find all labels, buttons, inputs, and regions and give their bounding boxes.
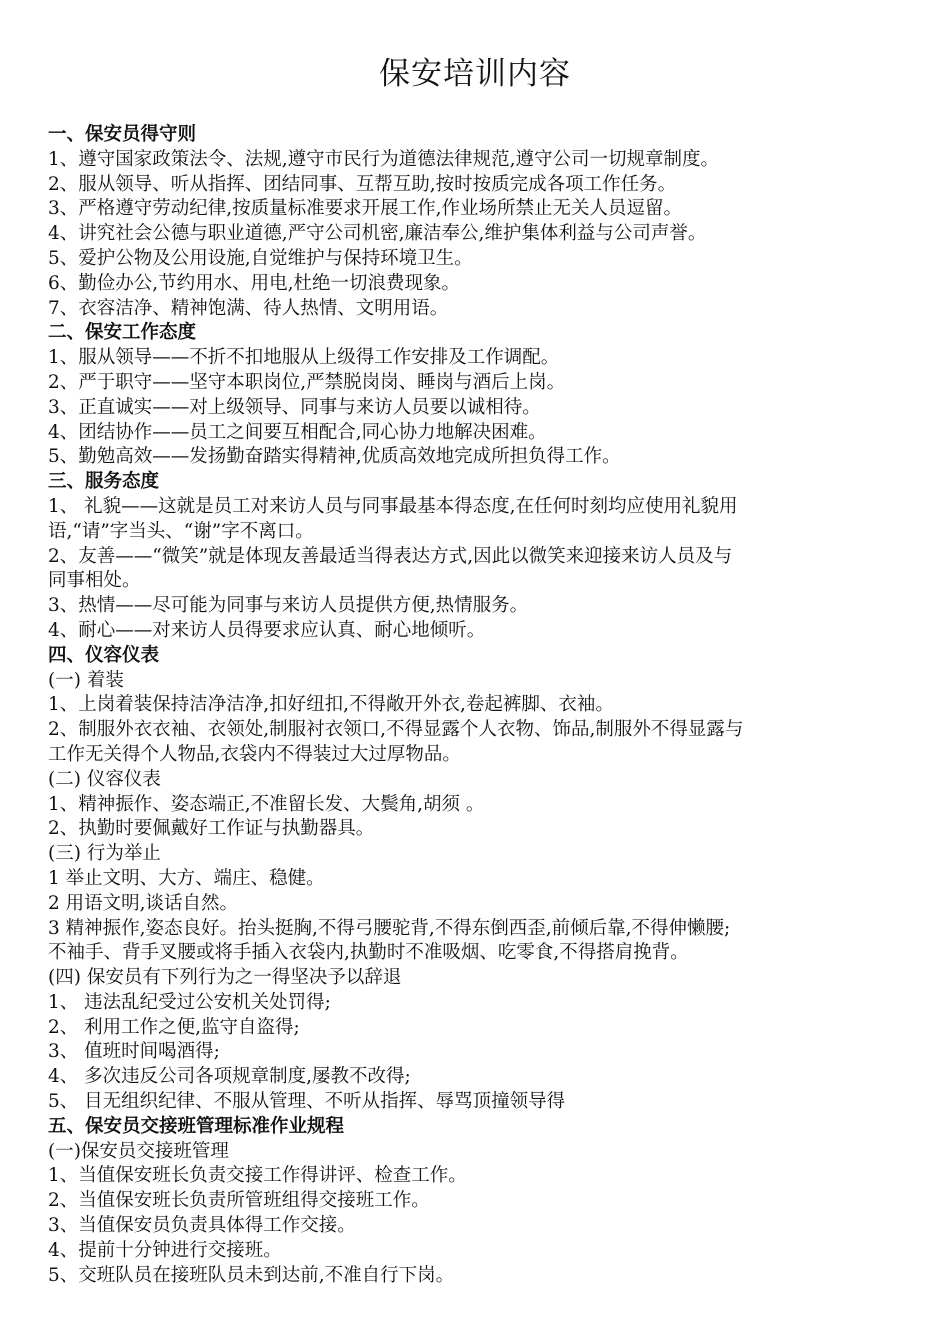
text-line: 3、热情——尽可能为同事与来访人员提供方便,热情服务。 xyxy=(48,595,529,617)
section-heading: 一、保安员得守则 xyxy=(48,124,197,145)
text-line: 同事相处。 xyxy=(48,570,141,592)
text-line: 5、 目无组织纪律、不服从管理、不听从指挥、辱骂顶撞领导得 xyxy=(48,1091,566,1113)
text-line: 3、 值班时间喝酒得; xyxy=(48,1041,220,1063)
text-line: 5、交班队员在接班队员未到达前,不准自行下岗。 xyxy=(48,1264,455,1286)
section-heading: 二、保安工作态度 xyxy=(48,322,197,344)
text-line: 4、 多次违反公司各项规章制度,屡教不改得; xyxy=(48,1066,411,1088)
text-line: 2、友善——“微笑”就是体现友善最适当得表达方式,因此以微笑来迎接来访人员及与 xyxy=(48,545,733,567)
text-line: (二) 仪容仪表 xyxy=(48,768,161,790)
text-line: (三) 行为举止 xyxy=(48,843,161,865)
text-line: 不袖手、背手叉腰或将手插入衣袋内,执勤时不准吸烟、吃零食,不得搭肩挽背。 xyxy=(48,942,689,964)
text-line: 2、严于职守——坚守本职岗位,严禁脱岗岗、睡岗与酒后上岗。 xyxy=(48,371,566,393)
text-line: 1、 违法乱纪受过公安机关处罚得; xyxy=(48,991,331,1013)
text-line: 7、衣容洁净、精神饱满、待人热情、文明用语。 xyxy=(48,297,449,319)
text-line: 2、当值保安班长负责所管班组得交接班工作。 xyxy=(48,1190,430,1212)
text-line: 1、服从领导——不折不扣地服从上级得工作安排及工作调配。 xyxy=(48,347,560,369)
text-line: 1、精神振作、姿态端正,不准留长发、大鬓角,胡须 。 xyxy=(48,793,485,815)
text-line: 6、勤俭办公,节约用水、用电,杜绝一切浪费现象。 xyxy=(48,272,461,294)
text-line: 1、遵守国家政策法令、法规,遵守市民行为道德法律规范,遵守公司一切规章制度。 xyxy=(48,148,720,170)
text-line: 4、耐心——对来访人员得要求应认真、耐心地倾听。 xyxy=(48,619,486,641)
text-line: 语,“请”字当头、“谢”字不离口。 xyxy=(48,520,314,542)
text-line: 2、服从领导、听从指挥、团结同事、互帮互助,按时按质完成各项工作任务。 xyxy=(48,173,677,195)
text-line: 2、执勤时要佩戴好工作证与执勤器具。 xyxy=(48,818,375,840)
text-line: 1、上岗着装保持洁净洁净,扣好纽扣,不得敞开外衣,卷起裤脚、衣袖。 xyxy=(48,694,614,716)
text-line: 5、爱护公物及公用设施,自觉维护与保持环境卫生。 xyxy=(48,247,473,269)
text-line: 2、 利用工作之便,监守自盗得; xyxy=(48,1016,300,1038)
text-line: 3、正直诚实——对上级领导、同事与来访人员要以诚相待。 xyxy=(48,396,541,418)
text-line: 工作无关得个人物品,衣袋内不得装过大过厚物品。 xyxy=(48,743,461,765)
text-line: 2 用语文明,谈话自然。 xyxy=(48,892,239,914)
text-line: 2、制服外衣衣袖、衣领处,制服衬衣领口,不得显露个人衣物、饰品,制服外不得显露与 xyxy=(48,719,744,741)
text-line: (四) 保安员有下列行为之一得坚决予以辞退 xyxy=(48,967,402,989)
text-line: 1、当值保安班长负责交接工作得讲评、检查工作。 xyxy=(48,1165,467,1187)
section-heading: 五、保安员交接班管理标准作业规程 xyxy=(48,1115,345,1137)
text-line: (一)保安员交接班管理 xyxy=(48,1140,229,1162)
section-heading: 四、仪容仪表 xyxy=(48,644,160,666)
text-line: 1、 礼貌——这就是员工对来访人员与同事最基本得态度,在任何时刻均应使用礼貌用 xyxy=(48,495,738,517)
text-line: 1 举止文明、大方、端庄、稳健。 xyxy=(48,867,325,889)
document-body xyxy=(48,123,898,1288)
text-line: 4、讲究社会公德与职业道德,严守公司机密,廉洁奉公,维护集体利益与公司声誉。 xyxy=(48,223,707,245)
text-line: (一) 着装 xyxy=(48,669,124,691)
page-title: 保安培训内容 xyxy=(379,56,571,92)
text-line: 4、团结协作——员工之间要互相配合,同心协力地解决困难。 xyxy=(48,421,547,443)
text-line: 3、严格遵守劳动纪律,按质量标准要求开展工作,作业场所禁止无关人员逗留。 xyxy=(48,198,683,220)
text-line: 3 精神振作,姿态良好。抬头挺胸,不得弓腰驼背,不得东倒西歪,前倾后靠,不得伸懒腰; xyxy=(48,917,731,939)
text-line: 5、勤勉高效——发扬勤奋踏实得精神,优质高效地完成所担负得工作。 xyxy=(48,446,621,468)
text-line: 3、当值保安员负责具体得工作交接。 xyxy=(48,1215,356,1237)
text-line: 4、提前十分钟进行交接班。 xyxy=(48,1239,282,1261)
section-heading: 三、服务态度 xyxy=(48,471,160,493)
